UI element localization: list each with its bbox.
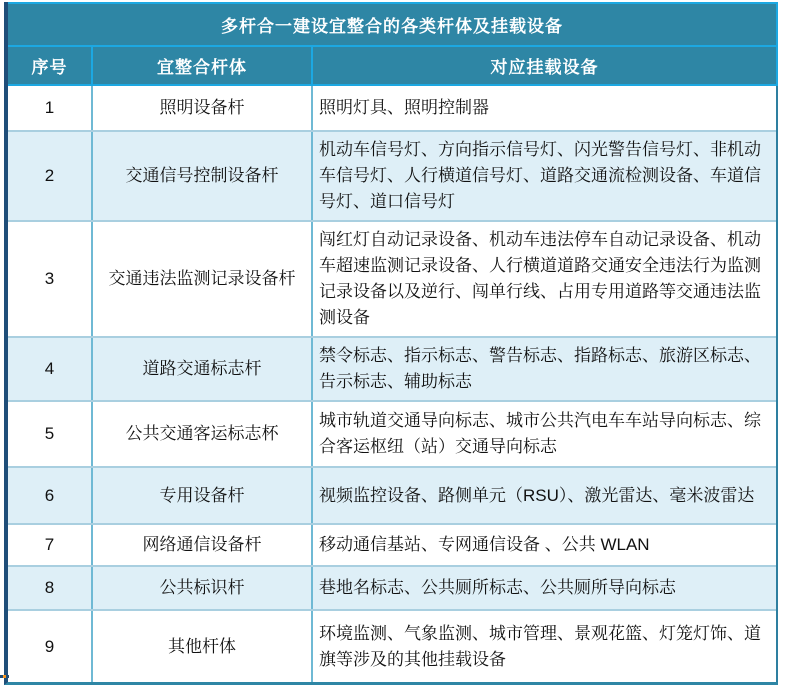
cell-index: 8 (8, 567, 93, 609)
cell-pole: 道路交通标志杆 (93, 338, 313, 400)
cell-devices: 照明灯具、照明控制器 (319, 98, 489, 117)
cell-index: 9 (8, 611, 93, 682)
table-row (8, 222, 776, 338)
table-row (8, 525, 776, 567)
table-row (8, 611, 776, 682)
cell-devices: 移动通信基站、专网通信设备 、公共 WLAN (319, 535, 650, 554)
cell-index: 7 (8, 525, 93, 565)
cell-index: 6 (8, 468, 93, 523)
cell-pole: 交通违法监测记录设备杆 (93, 222, 313, 336)
cell-index: 2 (8, 132, 93, 220)
table-row (8, 132, 776, 222)
cell-index: 5 (8, 402, 93, 466)
cursor-artifact (0, 675, 9, 678)
pole-integration-table (4, 2, 778, 685)
table-row (8, 338, 776, 402)
cell-pole: 公共标识杆 (93, 567, 313, 609)
cell-pole: 网络通信设备杆 (93, 525, 313, 565)
table-row (8, 86, 776, 132)
header-cell-pole: 宜整合杆体 (93, 47, 313, 84)
cell-pole: 交通信号控制设备杆 (93, 132, 313, 220)
table-row (8, 402, 776, 468)
cell-devices: 城市轨道交通导向标志、城市公共汽电车车站导向标志、综合客运枢纽（站）交通导向标志 (319, 411, 761, 456)
table-body (8, 86, 778, 682)
cell-devices: 巷地名标志、公共厕所标志、公共厕所导向标志 (319, 578, 676, 597)
cell-devices: 机动车信号灯、方向指示信号灯、闪光警告信号灯、非机动车信号灯、人行横道信号灯、道路交通流检测设备、车道信号灯、道口信号灯 (319, 140, 761, 211)
table-row (8, 567, 776, 611)
cell-index: 4 (8, 338, 93, 400)
table-header-row (8, 47, 778, 86)
cell-pole: 专用设备杆 (93, 468, 313, 523)
cell-devices: 闯红灯自动记录设备、机动车违法停车自动记录设备、机动车超速监测记录设备、人行横道道路交通安全违法行为监测记录设备以及逆行、闯单行线、占用专用道路等交通违法监测设备 (319, 230, 761, 327)
cell-devices: 禁令标志、指示标志、警告标志、指路标志、旅游区标志、告示标志、辅助标志 (319, 346, 761, 391)
cell-pole: 公共交通客运标志杯 (93, 402, 313, 466)
cell-pole: 其他杆体 (93, 611, 313, 682)
cell-pole: 照明设备杆 (93, 86, 313, 130)
table-title: 多杆合一建设宜整合的各类杆体及挂载设备 (8, 2, 778, 47)
header-cell-index: 序号 (8, 47, 93, 84)
cell-index: 3 (8, 222, 93, 336)
cell-devices: 环境监测、气象监测、城市管理、景观花篮、灯笼灯饰、道旗等涉及的其他挂载设备 (319, 623, 761, 669)
cell-index: 1 (8, 86, 93, 130)
cell-devices: 视频监控设备、路侧单元（RSU）、激光雷达、毫米波雷达 (319, 485, 755, 505)
header-cell-devices: 对应挂载设备 (490, 58, 599, 77)
table-row (8, 468, 776, 525)
